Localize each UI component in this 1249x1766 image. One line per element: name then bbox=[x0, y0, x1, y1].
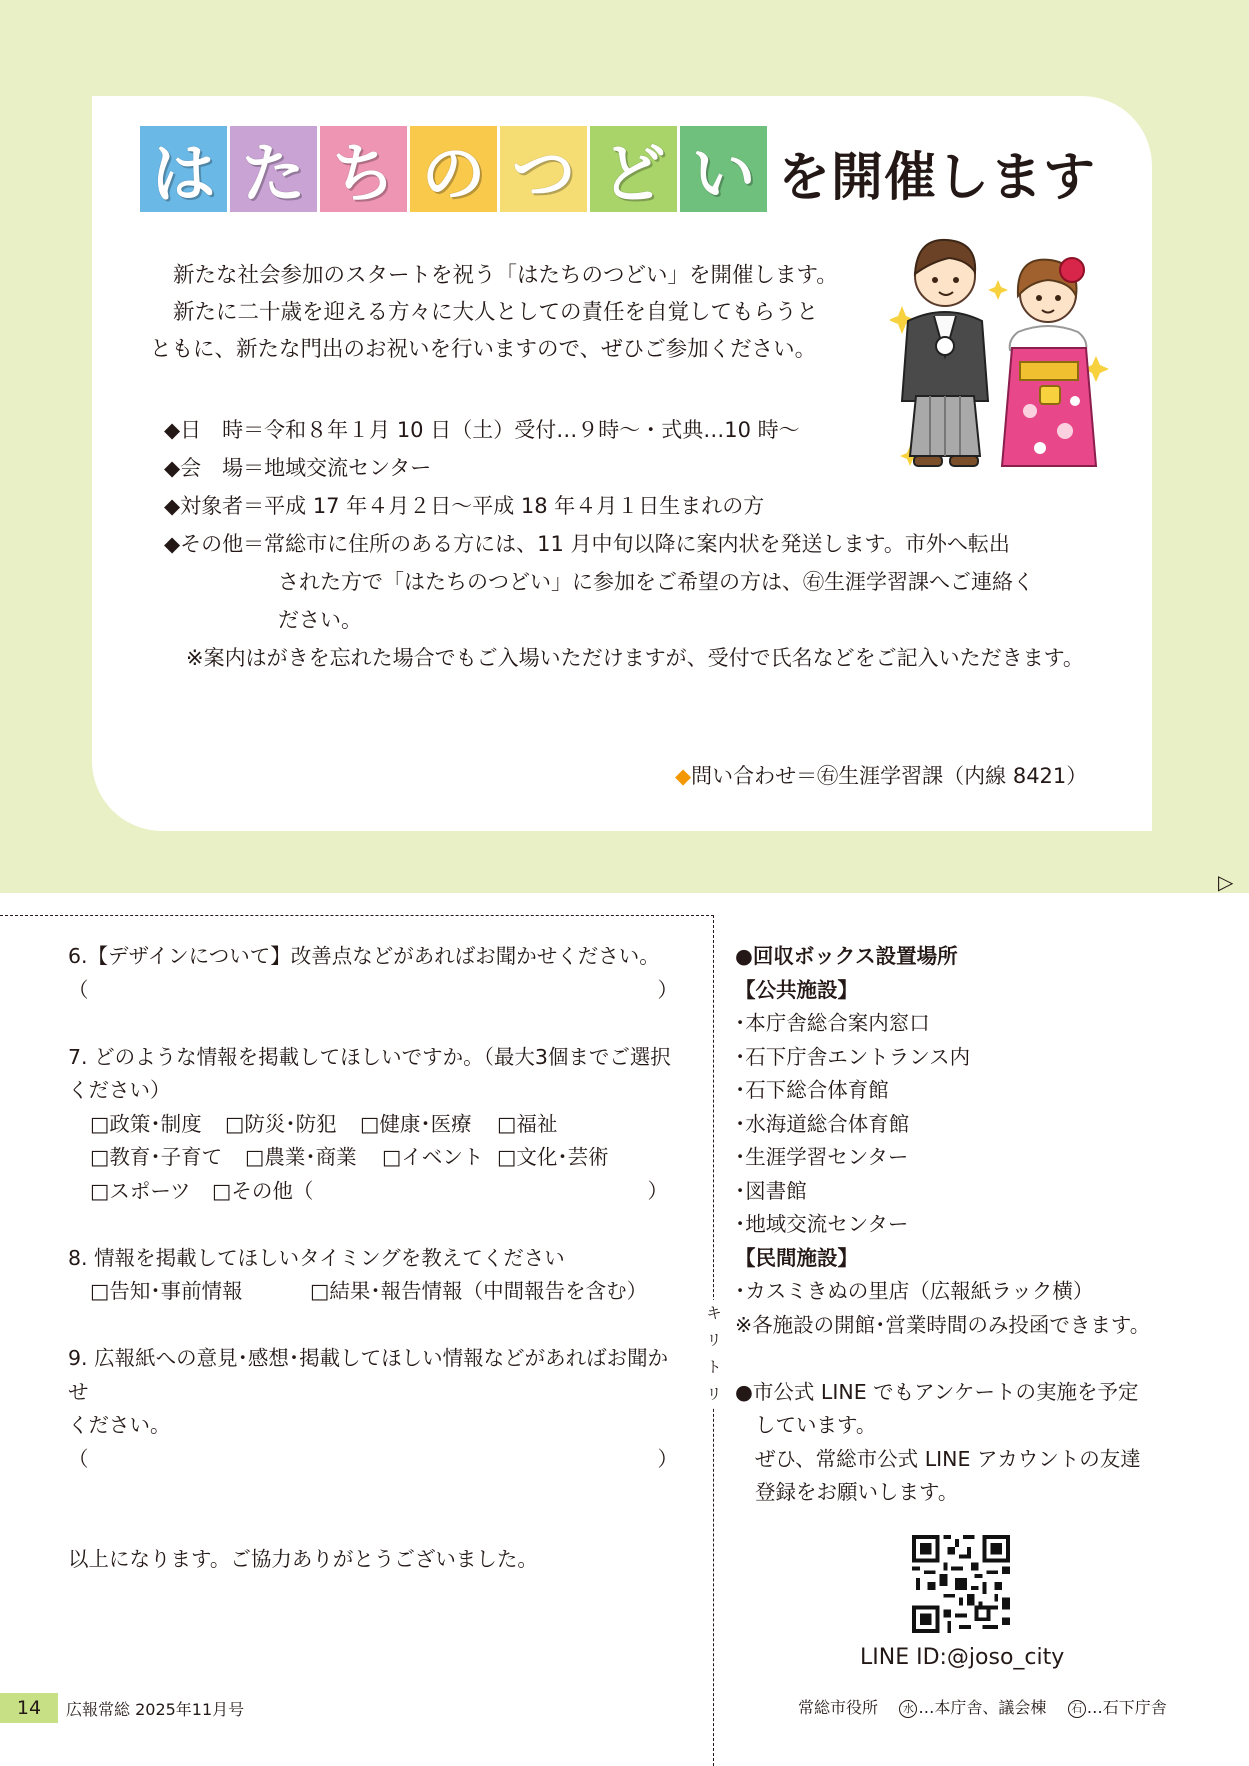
list-item: ･地域交流センター bbox=[735, 1212, 909, 1236]
paren-close: ） bbox=[657, 977, 678, 1002]
event-title bbox=[140, 126, 1096, 212]
detail-date: ◆日 時＝令和８年１月 10 日（土）受付…９時～・式典…10 時～ bbox=[164, 418, 800, 442]
ishige-office-mark: 石 bbox=[1068, 1700, 1086, 1718]
title-tile: ち bbox=[320, 126, 407, 212]
line-info: ●市公式 LINE でもアンケートの実施を予定 bbox=[735, 1379, 1139, 1404]
title-tile: の bbox=[410, 126, 497, 212]
question-8: 8. 情報を掲載してほしいタイミングを教えてください bbox=[68, 1245, 565, 1270]
checkbox-option[interactable]: □福祉 bbox=[497, 1111, 558, 1136]
cut-label-char: キ bbox=[706, 1304, 722, 1322]
cut-label-char: リ bbox=[706, 1385, 722, 1403]
checkbox-option[interactable]: □健康･医療 bbox=[360, 1111, 472, 1136]
answer-field-6[interactable] bbox=[68, 974, 688, 1008]
detail-note: ※案内はがきを忘れた場合でもご入場いただけますが、受付で氏名などをご記入いただきます。 bbox=[186, 646, 1084, 670]
checkbox-option[interactable]: □政策･制度 bbox=[90, 1111, 202, 1136]
checkbox-option[interactable]: □文化･芸術 bbox=[497, 1145, 609, 1169]
cut-line-horizontal bbox=[0, 915, 714, 916]
list-item: ･カスミきぬの里店（広報紙ラック横） bbox=[735, 1279, 1094, 1303]
intro-line: ともに、新たな門出のお祝いを行いますので、ぜひご参加ください。 bbox=[150, 337, 817, 362]
q7-options-row bbox=[68, 1175, 688, 1209]
event-details bbox=[164, 411, 1094, 677]
main-office-mark: 水 bbox=[899, 1700, 917, 1718]
collection-info bbox=[735, 940, 1235, 1510]
detail-other-cont: ださい。 bbox=[278, 608, 362, 632]
intro-line: 新たに二十歳を迎える方々に大人としての責任を自覚してもらうと bbox=[173, 300, 819, 325]
checkbox-option[interactable]: □教育･子育て bbox=[90, 1145, 223, 1169]
question-6: 6.【デザインについて】改善点などがあればお聞かせください。 bbox=[68, 944, 660, 968]
question-7: 7. どのような情報を掲載してほしいですか。（最大3個までご選択 bbox=[68, 1044, 671, 1069]
orange-diamond-icon: ◆ bbox=[675, 764, 692, 788]
main-office-text: …本庁舎、議会棟 bbox=[918, 1698, 1047, 1717]
checkbox-option-other[interactable]: □その他（ bbox=[212, 1178, 314, 1203]
survey-form bbox=[68, 940, 688, 1577]
cut-here-label bbox=[703, 1300, 725, 1408]
q8-options-row bbox=[68, 1275, 688, 1309]
ishige-office-text: …石下庁舎 bbox=[1086, 1698, 1167, 1717]
list-item: ･生涯学習センター bbox=[735, 1145, 909, 1169]
detail-other: ◆その他＝常総市に住所のある方には、11 月中旬以降に案内状を発送します。市外へ転出 bbox=[164, 532, 1010, 556]
publication-name: 広報常総 2025年11月号 bbox=[66, 1700, 245, 1719]
checkbox-option[interactable]: □イベント bbox=[382, 1145, 484, 1169]
list-item: ･図書館 bbox=[735, 1178, 807, 1203]
title-tile: い bbox=[680, 126, 767, 212]
paren-close: ） bbox=[657, 1446, 678, 1471]
intro-text bbox=[150, 257, 890, 368]
title-tile: た bbox=[230, 126, 317, 212]
title-suffix: を開催します bbox=[778, 148, 1097, 208]
office-name: 常総市役所 bbox=[798, 1698, 879, 1717]
detail-other-cont: された方で「はたちのつどい」に参加をご希望の方は、㊨生涯学習課へご連絡く bbox=[278, 570, 1034, 594]
checkbox-option[interactable]: □スポーツ bbox=[90, 1178, 191, 1203]
contact-text: 問い合わせ＝㊨生涯学習課（内線 8421） bbox=[691, 764, 1088, 788]
cut-label-char: ト bbox=[706, 1358, 722, 1376]
list-item: ･石下庁舎エントランス内 bbox=[735, 1044, 971, 1069]
list-item: ･石下総合体育館 bbox=[735, 1078, 889, 1102]
line-info: ぜひ、常総市公式 LINE アカウントの友達 bbox=[755, 1446, 1141, 1471]
q7-options-row bbox=[68, 1108, 688, 1142]
line-id: LINE ID:@joso_city bbox=[860, 1645, 1065, 1670]
title-tile: は bbox=[140, 126, 227, 212]
private-note: ※各施設の開館･営業時間のみ投函できます。 bbox=[735, 1312, 1151, 1337]
list-item: ･水海道総合体育館 bbox=[735, 1111, 910, 1136]
detail-venue: ◆会 場＝地域交流センター bbox=[164, 456, 432, 480]
checkbox-option[interactable]: □告知･事前情報 bbox=[90, 1279, 243, 1303]
line-info: しています。 bbox=[755, 1413, 877, 1437]
next-page-arrow-icon: ▷ bbox=[1218, 870, 1234, 894]
checkbox-option[interactable]: □農業･商業 bbox=[245, 1145, 357, 1169]
question-7-cont: ください） bbox=[68, 1078, 171, 1102]
checkbox-option[interactable]: □結果･報告情報（中間報告を含む） bbox=[310, 1279, 648, 1303]
thanks-message: 以上になります。ご協力ありがとうございました。 bbox=[68, 1547, 538, 1571]
intro-line: 新たな社会参加のスタートを祝う「はたちのつどい」を開催します。 bbox=[173, 263, 838, 288]
collection-heading: ●回収ボックス設置場所 bbox=[735, 944, 958, 968]
question-9: 9. 広報紙への意見･感想･掲載してほしい情報などがあればお聞かせ bbox=[68, 1346, 669, 1404]
paren-close: ） bbox=[647, 1178, 668, 1203]
office-legend bbox=[798, 1695, 1167, 1718]
list-item: ･本庁舎総合案内窓口 bbox=[735, 1011, 930, 1035]
private-heading: 【民間施設】 bbox=[735, 1245, 858, 1270]
q7-options-row bbox=[68, 1141, 688, 1175]
detail-target: ◆対象者＝平成 17 年４月２日～平成 18 年４月１日生まれの方 bbox=[164, 494, 765, 518]
title-tile: つ bbox=[500, 126, 587, 212]
paren-open: （ bbox=[68, 977, 89, 1002]
public-heading: 【公共施設】 bbox=[735, 977, 858, 1002]
cut-label-char: リ bbox=[706, 1331, 722, 1349]
page-number: 14 bbox=[0, 1693, 58, 1723]
checkbox-option[interactable]: □防災･防犯 bbox=[225, 1111, 337, 1136]
question-9-cont: ください。 bbox=[68, 1413, 171, 1437]
line-qr-code[interactable] bbox=[912, 1535, 1010, 1633]
answer-field-9[interactable] bbox=[68, 1443, 688, 1477]
line-info: 登録をお願いします。 bbox=[755, 1480, 959, 1504]
paren-open: （ bbox=[68, 1446, 89, 1471]
contact-info bbox=[675, 760, 1087, 790]
title-tile: ど bbox=[590, 126, 677, 212]
